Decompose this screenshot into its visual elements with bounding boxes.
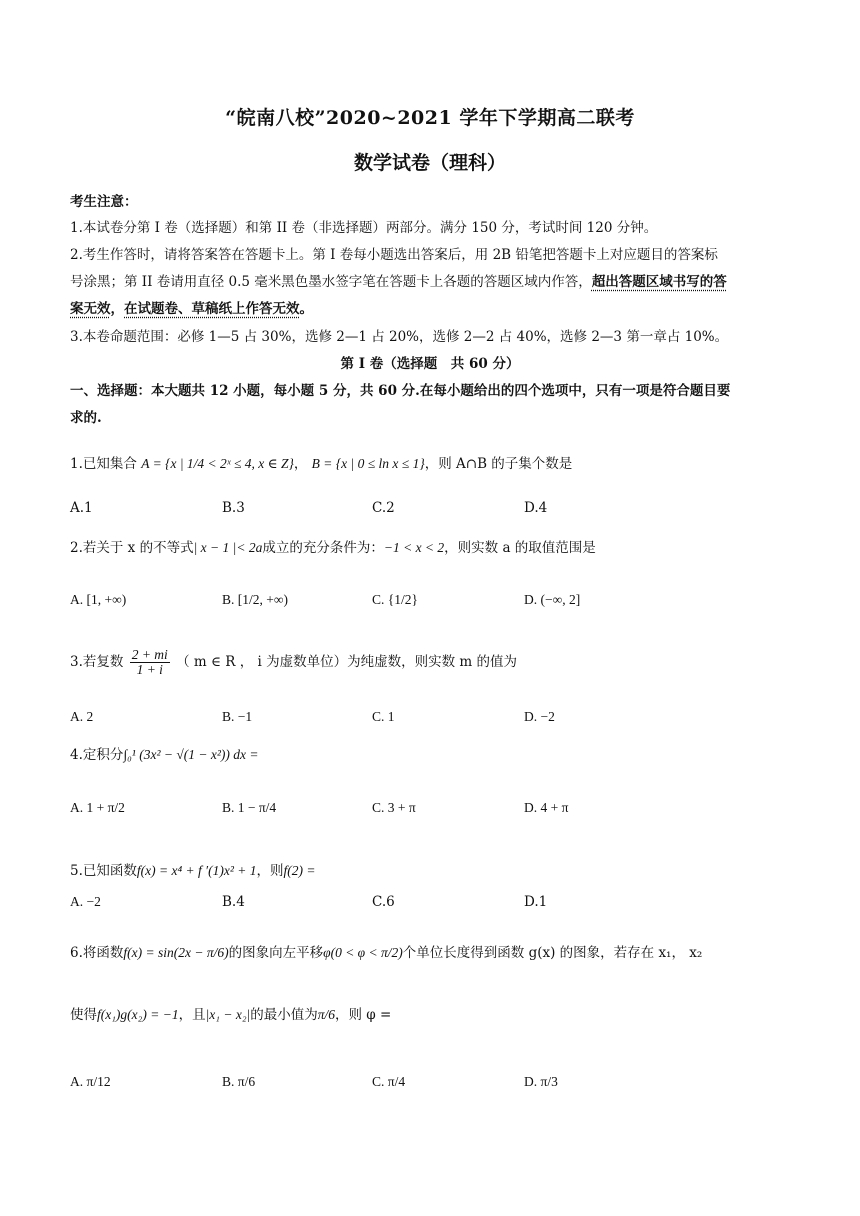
q2-option-d: D. (−∞, 2]	[524, 592, 581, 607]
q6-suffix: 个单位长度得到函数 g(x) 的图象，若存在 x₁， x₂	[402, 945, 703, 961]
q6-line2-prefix: 使得	[70, 1007, 97, 1023]
q1-prefix: 1.已知集合	[70, 456, 137, 472]
q3-denominator: 1 + i	[136, 662, 163, 678]
q2-option-c: C. {1/2}	[372, 592, 418, 607]
q5-prefix: 5.已知函数	[70, 863, 137, 879]
q4-option-d: D. 4 + π	[524, 800, 569, 815]
question-1	[70, 452, 805, 472]
q1-option-b: B.3	[222, 500, 245, 516]
q6-line2-math-c: π/6	[317, 1007, 335, 1022]
q1-math-b: B = {x | 0 ≤ ln x ≤ 1}	[311, 456, 425, 471]
notice-item-2-line-1: 2.考生作答时，请将答案答在答题卡上。第 I 卷每小题选出答案后，用 2B 铅笔把答题卡上对应题目的答案标	[70, 247, 718, 263]
q5-math-b: f(2) =	[283, 863, 316, 878]
q6-prefix: 6.将函数	[70, 945, 124, 961]
notice-item-3: 3.本卷命题范围：必修 1—5 占 30%，选修 2—1 占 20%，选修 2—2 占 40%，选修 2—3 第一章占 10%。	[70, 329, 729, 345]
q4-prefix: 4.定积分	[70, 747, 124, 763]
q6-math-a: f(x) = sin(2x − π/6)	[123, 945, 229, 960]
q2-prefix: 2.若关于 x 的不等式	[70, 540, 194, 556]
q6-option-a: A. π/12	[70, 1074, 111, 1089]
q5-option-c: C.6	[372, 894, 395, 910]
q6-option-d: D. π/3	[524, 1074, 558, 1089]
q1-option-a: A.1	[70, 500, 93, 516]
q3-prefix: 3.若复数	[70, 654, 124, 671]
notice-comma: ，	[110, 301, 124, 317]
section-intro-line-2: 求的.	[70, 410, 102, 426]
notice-heading: 考生注意：	[70, 194, 138, 210]
q3-option-d: D. −2	[524, 709, 555, 724]
q6-math-b: φ(0 < φ < π/2)	[323, 945, 403, 960]
q6-line2-math-a: f(x₁)g(x₂) = −1	[97, 1007, 179, 1022]
q1-math-a: A = {x | 1/4 < 2ˣ ≤ 4, x ∈ Z}	[141, 456, 294, 471]
notice-item-1: 1.本试卷分第 I 卷（选择题）和第 II 卷（非选择题）两部分。满分 150 分，考试时间 120 分钟。	[70, 220, 658, 236]
question-6-line-1	[70, 941, 805, 961]
q5-option-d: D.1	[524, 894, 548, 910]
q2-option-a: A. [1, +∞)	[70, 592, 127, 607]
section-intro-line-1: 一、选择题：本大题共 12 小题，每小题 5 分，共 60 分.在每小题给出的四个选项中，只有一项是符合题目要	[70, 383, 731, 399]
q5-option-b: B.4	[222, 894, 245, 910]
question-4	[70, 743, 805, 763]
q2-math-b: −1 < x < 2	[383, 540, 445, 555]
notice-item-2-line-3	[70, 297, 805, 317]
q5-math-a: f(x) = x⁴ + f ′(1)x² + 1	[136, 863, 257, 878]
q1-option-d: D.4	[524, 500, 548, 516]
question-3	[70, 648, 805, 677]
q1-mid: ，	[293, 456, 308, 472]
notice-item-2-line-2	[70, 270, 805, 290]
q6-option-b: B. π/6	[222, 1074, 256, 1089]
q6-mid: 的图象向左平移	[228, 945, 324, 961]
q5-option-a: A. −2	[70, 894, 101, 909]
q4-option-a: A. 1 + π/2	[70, 800, 125, 815]
q1-option-c: C.2	[372, 500, 395, 516]
exam-subtitle: 数学试卷（理科）	[353, 152, 506, 174]
q6-line2-suffix: ，则 φ =	[335, 1007, 392, 1023]
notice-item-2-text: 号涂黑；第 II 卷请用直径 0.5 毫米黑色墨水签字笔在答题卡上各题的答题区域内作答，	[70, 274, 592, 290]
q1-suffix: ，则 A∩B 的子集个数是	[424, 456, 573, 472]
q3-option-a: A. 2	[70, 709, 94, 724]
q6-line2-math-b: |x₁ − x₂|	[205, 1007, 251, 1022]
q2-mid: 成立的充分条件为：	[262, 540, 384, 556]
notice-emphasis-b: 在试题卷、草稿纸上作答无效	[124, 301, 300, 317]
q3-suffix: （ m ∈ R ， i 为虚数单位）为纯虚数，则实数 m 的值为	[176, 654, 518, 671]
q3-option-b: B. −1	[222, 709, 253, 724]
q2-option-b: B. [1/2, +∞)	[222, 592, 288, 607]
notice-period: 。	[299, 301, 313, 317]
q3-numerator: 2 + mi	[131, 647, 168, 662]
notice-emphasis-a: 案无效	[70, 301, 111, 317]
q6-line2-mid: ，且	[178, 1007, 206, 1023]
section-title: 第 I 卷（选择题 共 60 分）	[340, 356, 520, 372]
question-6-line-2	[70, 1003, 805, 1023]
question-5	[70, 859, 805, 879]
q4-math: ∫₀¹ (3x² − √(1 − x²)) dx =	[123, 747, 259, 762]
q3-option-c: C. 1	[372, 709, 395, 724]
q2-math-a: | x − 1 |< 2a	[193, 540, 263, 555]
question-2	[70, 536, 805, 556]
exam-title: “皖南八校”2020~2021 学年下学期高二联考	[225, 107, 635, 129]
q4-option-b: B. 1 − π/4	[222, 800, 277, 815]
notice-item-2-emphasis: 超出答题区域书写的答	[591, 274, 727, 290]
q6-line2-mid2: 的最小值为	[250, 1007, 318, 1023]
q5-mid: ，则	[256, 863, 284, 879]
q4-option-c: C. 3 + π	[372, 800, 416, 815]
q3-fraction	[130, 648, 170, 677]
q6-option-c: C. π/4	[372, 1074, 406, 1089]
q2-suffix: ，则实数 a 的取值范围是	[444, 540, 596, 556]
